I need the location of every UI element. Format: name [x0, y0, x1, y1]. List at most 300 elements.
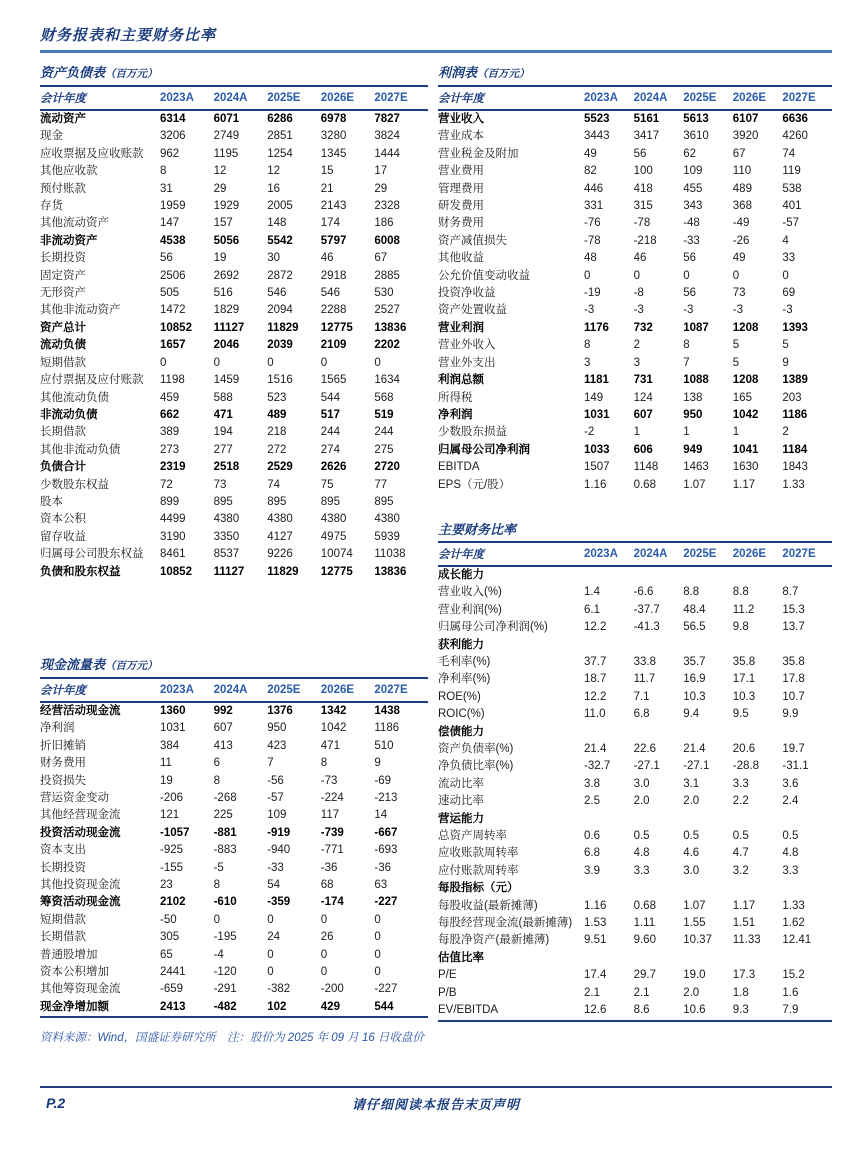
cell-value: -57: [267, 792, 284, 804]
table-row: [40, 459, 428, 476]
row-label: 营运能力: [438, 812, 484, 825]
row-label: 营业外支出: [438, 356, 496, 369]
table-row: [40, 529, 428, 546]
cell-value: 16: [267, 182, 280, 195]
row-label: 财务费用: [40, 757, 86, 770]
cell-value: 19.0: [683, 969, 706, 982]
cell-value: 895: [267, 495, 287, 508]
cell-value: 517: [320, 408, 340, 421]
table-row: [438, 407, 832, 424]
row-label: 利润总额: [438, 374, 484, 387]
cell-value: 3.0: [683, 864, 700, 877]
cell-value: 1.4: [584, 586, 600, 599]
table-title-text: 资产负债表: [40, 65, 106, 80]
cell-value: 523: [267, 391, 287, 404]
year-column-header: 2024A: [633, 92, 668, 104]
table-row: [40, 947, 428, 964]
cell-value: 471: [320, 739, 340, 752]
cell-value: 17.3: [732, 969, 756, 982]
table-row: [40, 912, 428, 929]
cell-value: -5: [213, 861, 224, 874]
cell-value: 1463: [683, 461, 709, 474]
row-label: 存货: [40, 200, 63, 213]
cell-value: 6008: [374, 234, 400, 247]
row-label: 偿债能力: [438, 725, 484, 738]
cell-value: 0: [320, 356, 328, 369]
row-label: 归属母公司净利润(%): [438, 621, 548, 634]
cell-value: 8: [584, 339, 591, 352]
cell-value: 3.0: [633, 777, 650, 790]
cell-value: 2.5: [584, 795, 600, 808]
table-row: [438, 215, 832, 232]
cell-value: 29: [374, 182, 388, 195]
table-header-row: [438, 86, 832, 110]
cell-value: -37.7: [633, 603, 660, 616]
table-title-text: 利润表: [438, 65, 478, 80]
cell-value: 5939: [374, 530, 400, 543]
cell-value: 4380: [374, 513, 400, 526]
cell-value: 588: [213, 391, 233, 404]
row-label: 其他流动资产: [40, 217, 109, 230]
cell-value: 19.7: [782, 743, 805, 755]
cell-value: 3: [633, 356, 640, 369]
cell-value: 1345: [320, 147, 347, 160]
cell-value: -224: [320, 792, 344, 804]
cell-value: 7: [267, 757, 274, 770]
cell-value: 68: [320, 879, 334, 892]
tables-grid: [40, 65, 832, 1022]
table-row: [438, 250, 832, 267]
cell-value: -3: [732, 304, 744, 317]
cell-value: 33.8: [633, 655, 656, 668]
cell-value: 17.1: [732, 673, 756, 686]
row-label: 其他经营现金流: [40, 809, 121, 822]
cell-value: 1186: [374, 722, 400, 735]
table-row: [438, 198, 832, 215]
row-label: P/E: [438, 969, 457, 982]
cell-value: 11127: [213, 321, 245, 334]
row-label: 应付账款周转率: [438, 864, 519, 877]
cell-value: 0: [213, 356, 220, 369]
cell-value: 899: [160, 495, 180, 508]
cell-value: 0.68: [633, 478, 656, 491]
row-label: 负债合计: [40, 461, 86, 474]
table-row: [438, 146, 832, 163]
cell-value: 23: [160, 879, 173, 892]
cell-value: 4538: [160, 234, 186, 247]
table-row: [40, 773, 428, 790]
cell-value: 0: [374, 913, 381, 926]
cell-value: 1198: [160, 374, 185, 387]
row-label: 投资活动现金流: [40, 826, 121, 839]
cell-value: -155: [160, 861, 184, 874]
cell-value: 1.11: [633, 917, 656, 930]
row-label: 留存收益: [40, 530, 86, 543]
table-row: [40, 564, 428, 581]
table-row: [40, 894, 428, 911]
cell-value: 33: [782, 252, 796, 265]
cell-value: 9.51: [584, 934, 607, 947]
cell-value: 19: [213, 252, 227, 265]
table-row: [438, 268, 832, 285]
cell-value: -57: [782, 217, 799, 230]
cell-value: 1.07: [683, 478, 706, 491]
cell-value: 56.5: [683, 621, 706, 634]
cell-value: 6978: [320, 113, 347, 125]
table-row: [40, 825, 428, 842]
year-column-header: 2027E: [782, 547, 816, 560]
row-label: 少数股东损益: [438, 426, 507, 439]
cell-value: 568: [374, 391, 394, 404]
table-row: [438, 741, 832, 758]
cell-value: -2: [584, 426, 595, 439]
row-label: 资产减值损失: [438, 234, 507, 247]
cell-value: 3610: [683, 130, 709, 143]
cell-value: 5523: [584, 113, 610, 125]
row-label: 其他应收款: [40, 165, 98, 178]
cell-value: 1.55: [683, 917, 706, 930]
balance-sheet-table: [40, 85, 428, 581]
cell-value: 6.8: [633, 708, 650, 721]
year-column-header: 2024A: [213, 92, 248, 104]
row-label: ROIC(%): [438, 708, 485, 721]
cell-value: -213: [374, 792, 398, 804]
cell-value: 489: [267, 408, 287, 421]
income-statement-section: [438, 65, 832, 494]
cell-value: 0: [320, 913, 328, 926]
cell-value: 1393: [782, 321, 808, 334]
cell-value: 63: [374, 879, 388, 892]
cell-value: 5161: [633, 113, 660, 125]
table-row: [438, 758, 832, 775]
cell-value: 244: [374, 426, 394, 439]
cell-value: 530: [374, 287, 394, 300]
cell-value: -4: [213, 948, 224, 961]
cash-flow-title: [40, 657, 428, 674]
year-column-header: 2024A: [633, 547, 668, 560]
cell-value: 49: [732, 252, 746, 265]
row-label: 营业收入: [438, 113, 484, 125]
cell-value: 4380: [267, 513, 293, 526]
cell-value: 0: [213, 913, 220, 926]
cell-value: 5542: [267, 234, 293, 247]
table-row: [40, 877, 428, 894]
cell-value: 0: [267, 966, 274, 979]
cell-value: 2441: [160, 966, 186, 979]
cell-value: 2749: [213, 130, 240, 143]
cell-value: 1.17: [732, 899, 756, 912]
row-label: 短期借款: [40, 356, 86, 369]
row-label: 应收票据及应收账款: [40, 147, 144, 160]
table-row: [438, 163, 832, 180]
cell-value: -739: [320, 826, 344, 839]
cell-value: 305: [160, 931, 180, 944]
cell-value: 138: [683, 391, 703, 404]
cell-value: 117: [320, 809, 340, 822]
cell-value: 62: [683, 147, 696, 160]
cell-value: 72: [160, 478, 173, 491]
cell-value: 8461: [160, 548, 186, 561]
cell-value: 2692: [213, 269, 240, 282]
page-number: P.2: [46, 1095, 66, 1111]
cell-value: 4.6: [683, 847, 700, 860]
cell-value: -218: [633, 234, 657, 247]
cell-value: 4.8: [633, 847, 650, 860]
row-label: 负债和股东权益: [40, 565, 121, 578]
fiscal-year-header: 会计年度: [438, 548, 484, 561]
cell-value: -206: [160, 792, 184, 804]
cell-value: 82: [584, 165, 597, 178]
fiscal-year-header: 会计年度: [438, 93, 484, 105]
table-row: [438, 985, 832, 1002]
cell-value: 1184: [782, 443, 808, 456]
table-row: [438, 424, 832, 441]
right-column: [438, 65, 832, 1022]
table-row: [40, 128, 428, 145]
cell-value: -3: [782, 304, 793, 317]
row-label: 流动资产: [40, 113, 86, 125]
table-row: [40, 860, 428, 877]
cell-value: 1176: [584, 321, 609, 334]
year-column-header: 2023A: [160, 683, 194, 696]
cell-value: 46: [320, 252, 334, 265]
row-label: 每股收益(最新摊薄): [438, 899, 538, 912]
table-row: [438, 915, 832, 932]
cell-value: -174: [320, 896, 344, 909]
cell-value: -227: [374, 983, 398, 996]
cell-value: 11.2: [732, 603, 755, 616]
cell-value: 6107: [732, 113, 759, 125]
table-row: [40, 215, 428, 232]
cell-value: 149: [584, 391, 604, 404]
cell-value: 73: [732, 287, 746, 300]
cell-value: 174: [320, 217, 340, 230]
cell-value: 148: [267, 217, 287, 230]
cell-value: 18.7: [584, 673, 607, 686]
cell-value: 56: [633, 147, 647, 160]
cell-value: 244: [320, 426, 340, 439]
cell-value: 2202: [374, 339, 400, 352]
cell-value: 20.6: [732, 743, 756, 755]
cell-value: 1.33: [782, 899, 805, 912]
table-row: [438, 654, 832, 671]
row-label: 固定资产: [40, 269, 86, 282]
row-label: 归属母公司净利润: [438, 443, 530, 456]
cell-value: 2.0: [683, 986, 700, 999]
cell-value: 30: [267, 252, 280, 265]
cell-value: -26: [732, 234, 750, 247]
row-label: 普通股增加: [40, 948, 98, 961]
cell-value: 950: [267, 722, 287, 735]
cash-flow-table: [40, 677, 428, 1018]
cell-value: 8: [683, 339, 690, 352]
cell-value: 8537: [213, 548, 240, 561]
table-row: [438, 320, 832, 337]
row-label: 管理费用: [438, 182, 484, 195]
cell-value: 455: [683, 182, 703, 195]
cell-value: 1031: [584, 408, 610, 421]
row-label: 长期借款: [40, 931, 86, 944]
cell-value: 1.17: [732, 478, 756, 491]
table-row: [438, 302, 832, 319]
row-label: 投资损失: [40, 774, 86, 787]
cell-value: 11.0: [584, 708, 606, 721]
cell-value: 607: [633, 408, 653, 421]
cell-value: 2872: [267, 269, 293, 282]
cell-value: -919: [267, 826, 291, 839]
cell-value: 9.3: [732, 1004, 749, 1017]
table-row: [40, 720, 428, 737]
cell-value: 12.2: [584, 690, 607, 703]
table-row: [40, 755, 428, 772]
cell-value: 5797: [320, 234, 347, 247]
cell-value: -382: [267, 983, 291, 996]
cell-value: 1.33: [782, 478, 805, 491]
table-row: [438, 967, 832, 984]
cell-value: 0: [374, 966, 381, 979]
cell-value: 46: [633, 252, 647, 265]
row-label: 研发费用: [438, 200, 484, 213]
table-row: [438, 233, 832, 250]
source-note: 资料来源：Wind，国盛证券研究所 注：股价为 2025 年 09 月 16 日收盘价: [40, 1031, 424, 1044]
table-row: [40, 981, 428, 998]
cell-value: 446: [584, 182, 604, 195]
section-row: [438, 637, 832, 654]
cell-value: 3417: [633, 130, 660, 143]
cell-value: 1342: [320, 704, 347, 717]
cell-value: -200: [320, 983, 344, 996]
cell-value: 12.2: [584, 621, 607, 634]
cell-value: 77: [374, 478, 388, 491]
cell-value: 6.1: [584, 603, 600, 616]
row-label: 净负债比率(%): [438, 760, 514, 773]
table-row: [40, 372, 428, 389]
cell-value: 1630: [732, 461, 759, 474]
cell-value: 2518: [213, 461, 240, 474]
cell-value: 2527: [374, 304, 400, 317]
cell-value: 1929: [213, 200, 240, 213]
cell-value: 5613: [683, 113, 709, 125]
table-title-text: 主要财务比率: [438, 521, 517, 537]
cell-value: 100: [633, 165, 653, 178]
cell-value: 3206: [160, 130, 186, 143]
cell-value: 1041: [732, 443, 759, 456]
cell-value: 401: [782, 200, 802, 213]
section-row: [438, 950, 832, 967]
table-row: [40, 442, 428, 459]
financial-ratios-title: [438, 522, 832, 538]
cell-value: 2885: [374, 269, 400, 282]
row-label: 长期投资: [40, 252, 86, 265]
cell-value: 1389: [782, 374, 808, 387]
table-row: [438, 110, 832, 128]
cell-value: 11.7: [633, 673, 656, 686]
cell-value: 4: [782, 234, 789, 247]
cell-value: 538: [782, 182, 802, 195]
row-label: 预付账款: [40, 182, 86, 195]
cell-value: 11: [160, 757, 172, 770]
row-label: 投资净收益: [438, 287, 496, 300]
cell-value: 0.5: [683, 830, 700, 843]
year-column-header: 2023A: [584, 547, 618, 560]
year-column-header: 2025E: [267, 92, 301, 104]
cell-value: 1148: [633, 461, 659, 474]
cell-value: 74: [267, 478, 280, 491]
cell-value: 2506: [160, 269, 186, 282]
cell-value: 3350: [213, 530, 240, 543]
table-row: [438, 706, 832, 723]
cell-value: 194: [213, 426, 233, 439]
cell-value: -36: [374, 861, 391, 874]
cell-value: 121: [160, 809, 180, 822]
cell-value: -3: [633, 304, 644, 317]
table-row: [438, 285, 832, 302]
cell-value: 1507: [584, 461, 610, 474]
cell-value: 1: [732, 426, 740, 439]
cell-value: 418: [633, 182, 653, 195]
cell-value: 4.8: [782, 847, 799, 860]
cell-value: 0: [374, 356, 381, 369]
year-column-header: 2026E: [732, 547, 767, 560]
cell-value: 24: [267, 931, 280, 944]
cell-value: 732: [633, 321, 653, 334]
cell-value: -693: [374, 844, 398, 857]
table-row: [438, 689, 832, 706]
year-column-header: 2027E: [782, 92, 816, 104]
cell-value: 992: [213, 704, 233, 717]
table-row: [40, 390, 428, 407]
cell-value: 7.1: [633, 690, 650, 703]
cell-value: 1843: [782, 461, 808, 474]
cell-value: -78: [633, 217, 651, 230]
cell-value: 1516: [267, 374, 293, 387]
cell-value: 29: [213, 182, 227, 195]
row-label: 少数股东权益: [40, 478, 109, 491]
table-row: [438, 828, 832, 845]
cell-value: 165: [732, 391, 752, 404]
cell-value: 10852: [160, 565, 192, 578]
year-column-header: 2024A: [213, 683, 248, 696]
cell-value: -78: [584, 234, 601, 247]
cell-value: 1829: [213, 304, 240, 317]
row-label: 折旧摊销: [40, 739, 86, 752]
cell-value: -76: [584, 217, 601, 230]
row-label: 营业收入(%): [438, 586, 502, 599]
cell-value: 17: [374, 165, 388, 178]
cell-value: 277: [213, 443, 233, 456]
row-label: 每股指标（元）: [438, 882, 519, 895]
row-label: 毛利率(%): [438, 655, 491, 668]
table-row: [40, 407, 428, 424]
cell-value: 69: [782, 287, 796, 300]
row-label: 现金净增加额: [40, 1000, 109, 1013]
cell-value: 1033: [584, 443, 610, 456]
cell-value: 273: [160, 443, 180, 456]
cell-value: -771: [320, 844, 344, 857]
cell-value: 102: [267, 1000, 287, 1013]
cell-value: 2143: [320, 200, 347, 213]
year-column-header: 2025E: [683, 547, 717, 560]
cell-value: 8.6: [633, 1004, 650, 1017]
section-row: [438, 566, 832, 584]
cell-value: 56: [683, 287, 696, 300]
cell-value: 1.53: [584, 917, 607, 930]
cell-value: 1186: [782, 408, 808, 421]
table-row: [40, 355, 428, 372]
cell-value: -31.1: [782, 760, 809, 773]
cell-value: 2851: [267, 130, 293, 143]
row-label: 获利能力: [438, 638, 484, 651]
